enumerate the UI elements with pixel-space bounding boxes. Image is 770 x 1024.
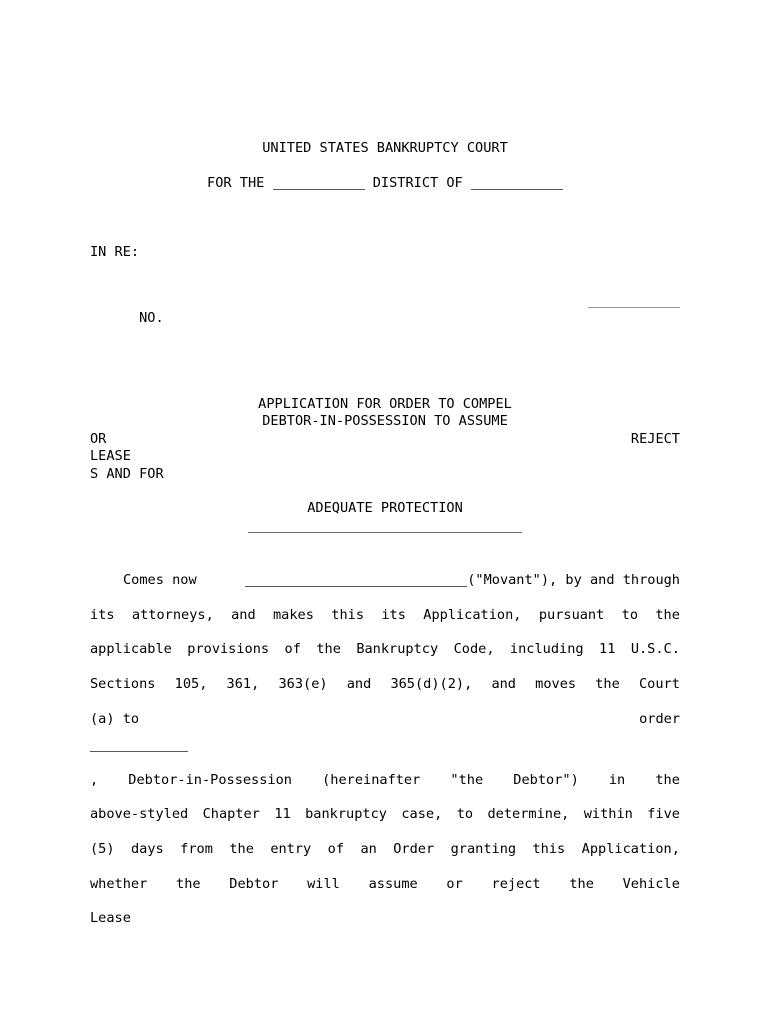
word: within [583,806,633,823]
word: Order [393,840,435,857]
word: 11 [274,806,291,823]
title-divider [248,532,522,533]
word: Vehicle [622,875,680,892]
movant-text: ("Movant"), by and through [467,572,680,589]
word: and [346,676,372,693]
word: the [655,606,680,623]
title-line-6: ADEQUATE PROTECTION [307,500,463,517]
title-line-3-left: OR [90,430,107,447]
title-line-3-right: REJECT [630,430,680,447]
word: this [331,606,365,623]
word: the [229,840,254,857]
body-line-5-left: (a) to [90,710,140,727]
word: its [90,606,115,623]
word: reject [491,875,541,892]
body-line-1 [90,563,680,598]
word: 105, [174,676,208,693]
word: , [90,771,99,788]
title-line-4: LEASE [90,448,131,465]
word: case, [401,806,443,823]
word: entry [270,840,312,857]
document-content [90,0,680,936]
word: moves [535,676,577,693]
body-line-9 [90,832,680,867]
movant-blank[interactable] [245,586,467,587]
word: attorneys, [131,606,214,623]
word: of [284,641,301,658]
word: the [569,875,594,892]
district-line [90,175,680,192]
word: Debtor") [513,771,579,788]
word: provisions [187,641,270,658]
word: granting [450,840,517,857]
debtor-name-blank[interactable] [90,751,188,752]
word: five [647,806,680,823]
word: assume [368,875,418,892]
district-blank-1[interactable] [273,189,365,190]
body-line-5 [90,702,680,737]
word: from [180,840,213,857]
body-line-8 [90,797,680,832]
district-prefix: FOR THE [207,174,273,191]
word: 365(d)(2), [390,676,473,693]
word: Court [638,676,680,693]
case-number-label: NO. [139,309,164,326]
word: Application, [423,606,522,623]
word: to [456,806,474,823]
word: whether [90,875,148,892]
word: 11 [599,641,616,658]
case-number-line [90,293,680,326]
in-re-label: IN RE: [90,244,140,261]
word: the [176,875,201,892]
word: Sections [90,676,156,693]
word: and [231,606,256,623]
word: will [307,875,340,892]
debtor-blank-row [90,737,680,763]
word: the [595,676,620,693]
title-line-1: APPLICATION FOR ORDER TO COMPEL [258,395,512,412]
body-line-5-right: order [639,710,680,727]
word: the [316,641,341,658]
body-line-1-rest [245,563,680,598]
word: or [446,875,463,892]
word: Code, [453,641,495,658]
district-blank-2[interactable] [471,189,563,190]
word: applicable [90,641,172,658]
word: this [532,840,566,857]
body-line-1-left: Comes now [123,572,197,589]
body-line-10 [90,867,680,902]
word: and [491,676,516,693]
district-middle: DISTRICT OF [364,174,471,191]
word: Bankruptcy [356,641,439,658]
word: determine, [487,806,570,823]
word: makes [273,606,314,623]
body-line-2 [90,598,680,633]
word: U.S.C. [630,641,680,658]
word: the [655,771,680,788]
word: (hereinafter [322,771,421,788]
body-line-7 [90,763,680,798]
title-divider-row [90,518,680,535]
court-title: UNITED STATES BANKRUPTCY COURT [262,140,508,156]
word: to [621,606,639,623]
word: Application, [581,840,680,857]
word: (5) [90,840,115,857]
title-line-3 [90,431,680,448]
word: "the [450,771,484,788]
word: in [608,771,626,788]
title-line-5: S AND FOR [90,465,164,482]
case-number-blank[interactable] [588,307,680,308]
body-line-4 [90,667,680,702]
word: its [381,606,406,623]
word: above-styled [90,806,189,823]
word: pursuant [538,606,605,623]
word: including [509,641,584,658]
word: days [130,840,164,857]
word: Debtor-in-Possession [128,771,292,788]
body-line-11: Lease [90,910,131,927]
word: 363(e) [278,676,328,693]
word: bankruptcy [305,806,387,823]
word: Debtor [229,875,279,892]
word: 361, [226,676,260,693]
word: of [327,840,345,857]
word: Chapter [202,806,260,823]
word: an [360,840,377,857]
title-line-2: DEBTOR-IN-POSSESSION TO ASSUME [262,413,508,430]
body-line-3 [90,632,680,667]
